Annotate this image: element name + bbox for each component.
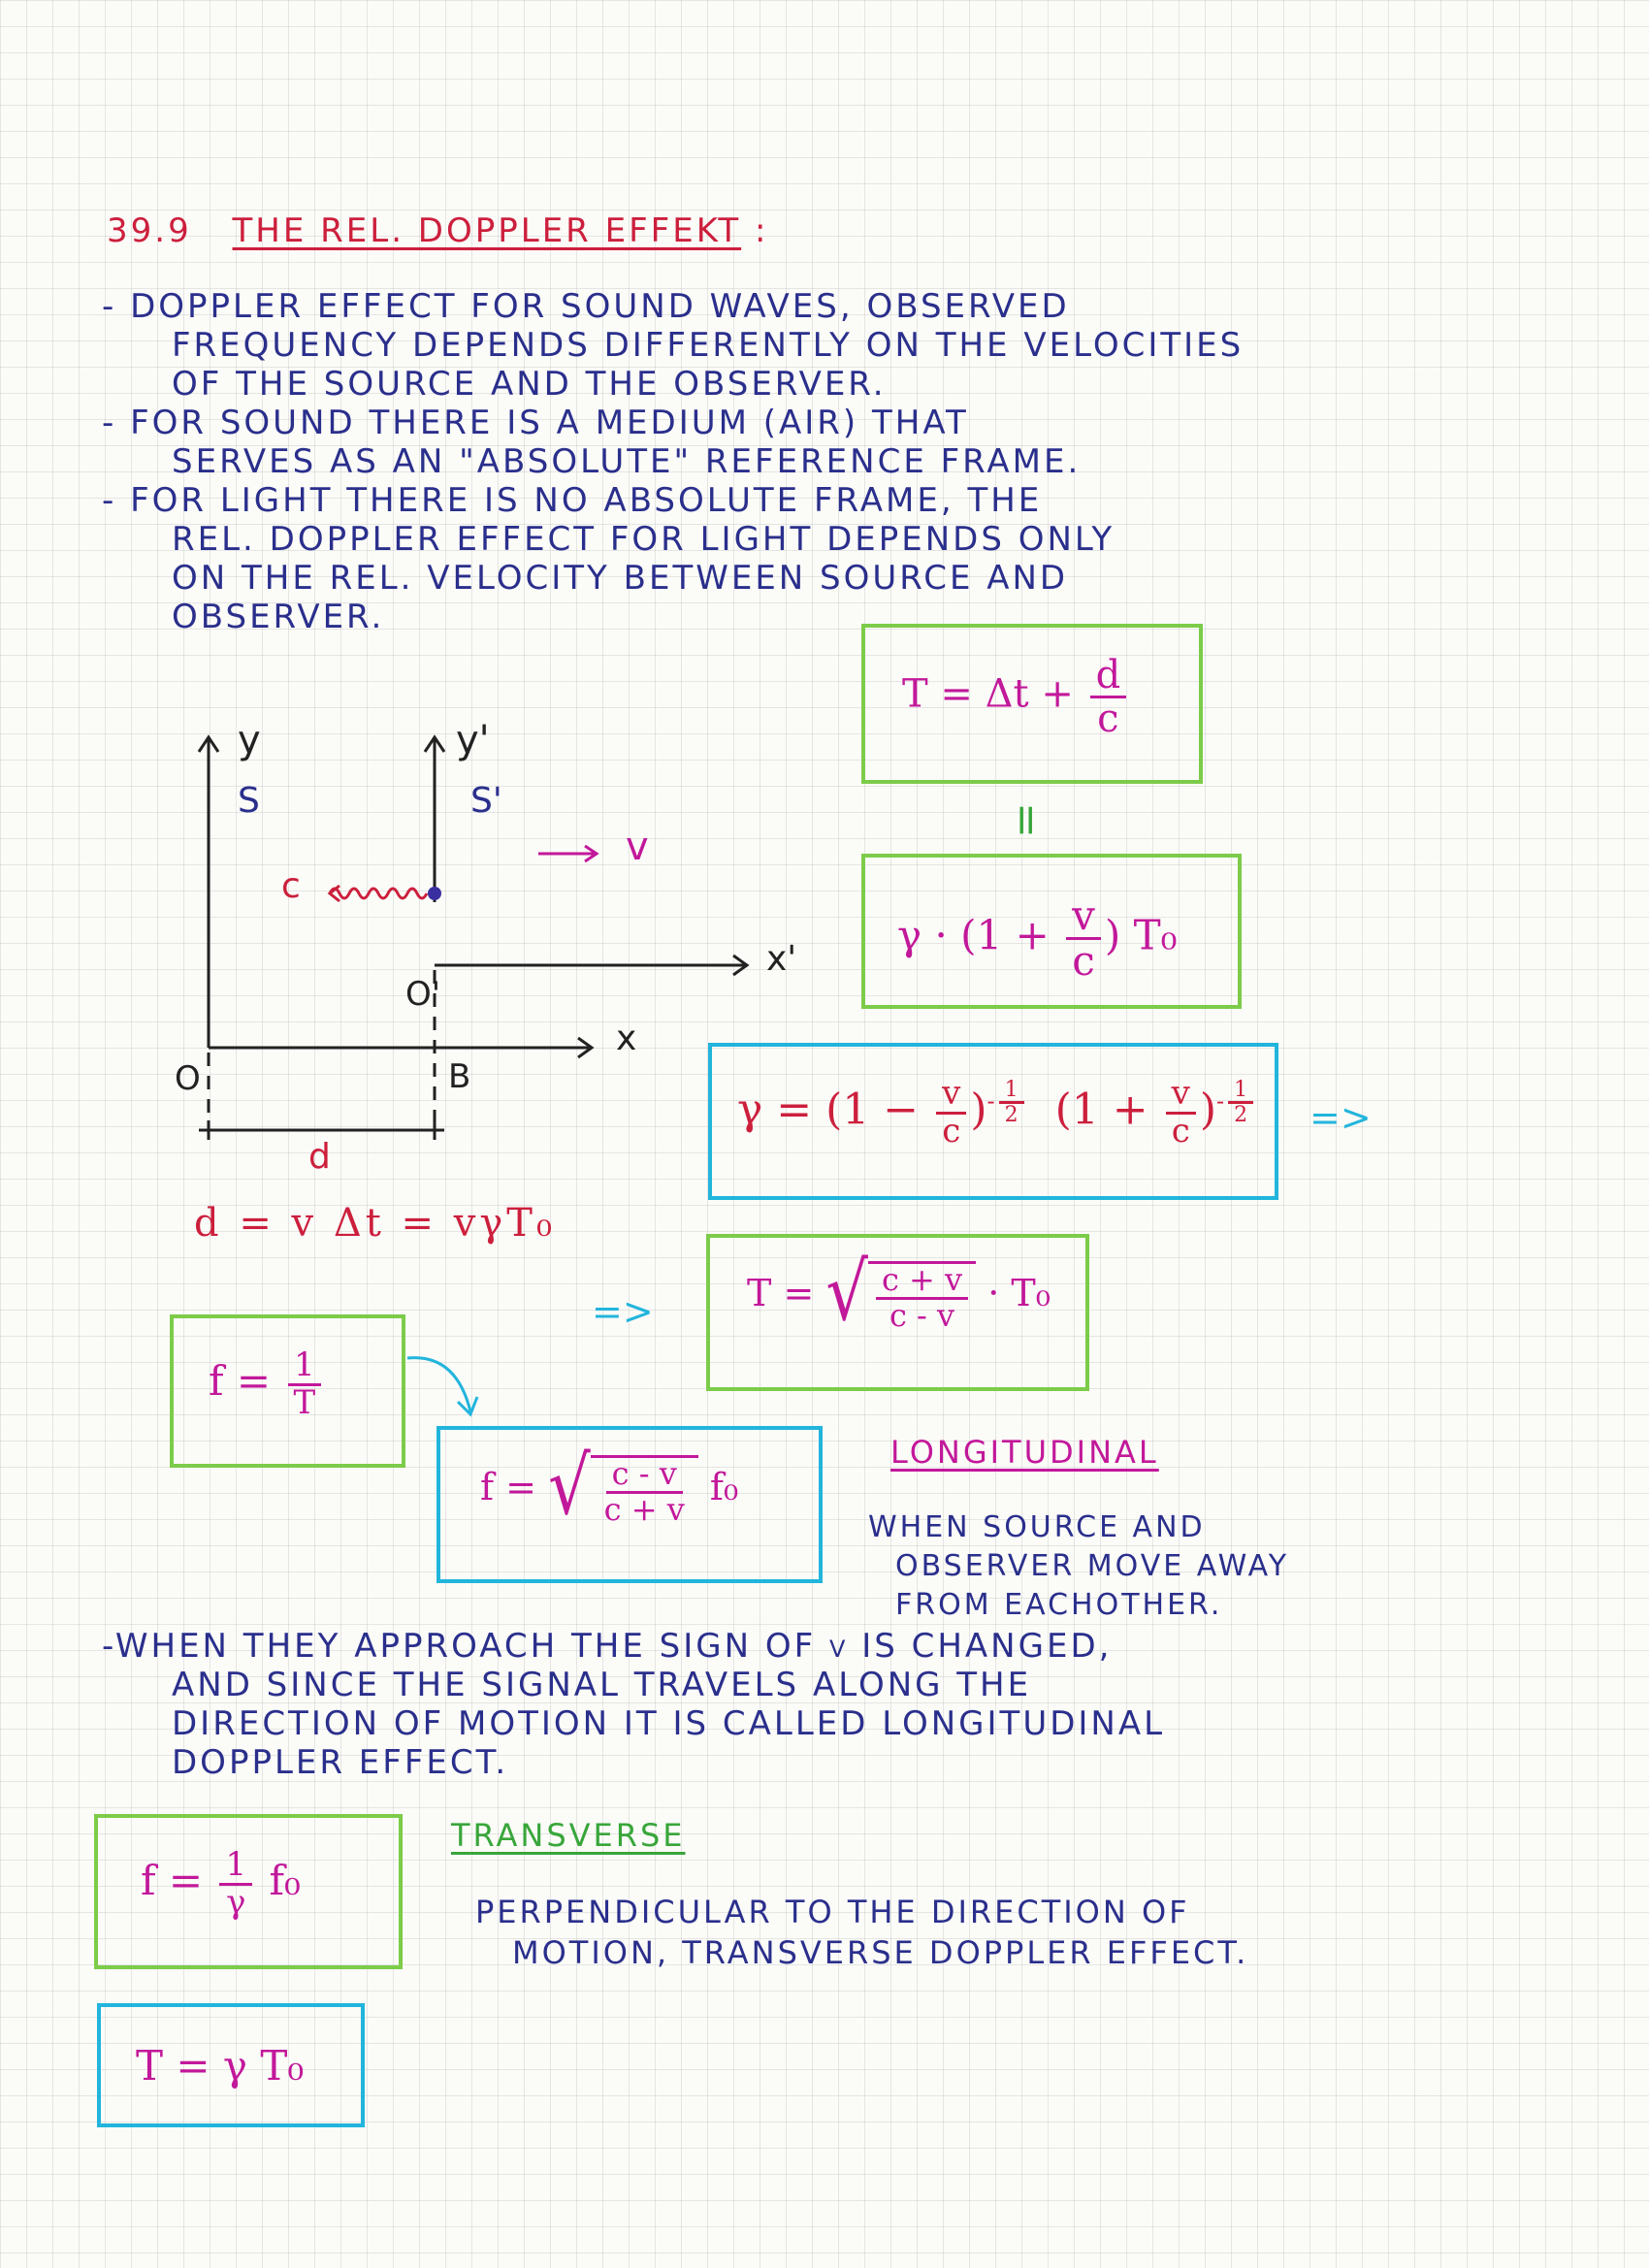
- implies-arrow-1: =>: [1310, 1096, 1372, 1139]
- x-prime-axis-arrow: [733, 956, 747, 975]
- freq-transverse-f0: f₀: [269, 1857, 301, 1905]
- y-prime-axis-label: y': [456, 718, 490, 762]
- period-sum-formula: T = Δt + $\frac{d}{c}$: [902, 655, 1130, 739]
- period-sum-num: d: [1090, 655, 1127, 698]
- period-result-num: c + v: [876, 1264, 968, 1300]
- section-title-colon: :: [754, 211, 769, 250]
- period-result-formula: T = √ $\frac{c + v}{c - v}$ · T₀: [747, 1247, 1051, 1340]
- y-axis-label: y: [238, 718, 261, 762]
- intro-line: FREQUENCY DEPENDS DIFFERENTLY ON THE VELOCITIES: [172, 326, 1245, 365]
- frame-s-label: S: [238, 781, 260, 821]
- approach-line: -WHEN THEY APPROACH THE SIGN OF v IS CHANGED,: [102, 1627, 1113, 1666]
- freq-def-num: 1: [288, 1348, 321, 1386]
- gamma-form-formula: γ · (1 + $\frac{v}{c}$ ) T₀: [897, 891, 1178, 986]
- velocity-label: v: [626, 825, 649, 869]
- period-result-den: c - v: [889, 1296, 955, 1334]
- transverse-line: PERPENDICULAR TO THE DIRECTION OF: [475, 1894, 1190, 1930]
- gamma-form-gamma: γ: [897, 911, 922, 959]
- intro-line: - FOR LIGHT THERE IS NO ABSOLUTE FRAME, THE: [102, 481, 1043, 520]
- source-point: [428, 887, 441, 900]
- approach-line: DOPPLER EFFECT.: [172, 1743, 509, 1782]
- light-label: c: [281, 866, 301, 906]
- gamma-form-num: v: [1066, 894, 1101, 940]
- approach-line: DIRECTION OF MOTION IT IS CALLED LONGITUDINAL: [172, 1704, 1166, 1743]
- period-result-t0: T₀: [1011, 1272, 1051, 1315]
- o-prime-label: O': [405, 975, 441, 1014]
- gamma-def-exp-den: 2: [1004, 1103, 1018, 1128]
- section-title: THE REL. DOPPLER EFFEKT: [232, 211, 742, 250]
- gamma-def-num-2: v: [1166, 1077, 1196, 1115]
- transverse-text: [475, 1892, 1248, 1973]
- intro-line: OBSERVER.: [172, 598, 385, 636]
- distance-equation: d = v Δt = vγT₀: [194, 1201, 556, 1246]
- period-sum-dt: Δt: [985, 671, 1029, 717]
- gamma-def-den-2: c: [1171, 1111, 1190, 1150]
- velocity-arrow-head: [585, 846, 597, 861]
- freq-def-den: T: [293, 1382, 316, 1422]
- frame-s-prime-label: S': [470, 781, 502, 821]
- gamma-def-exp-sign: -: [986, 1087, 995, 1116]
- intro-line: - DOPPLER EFFECT FOR SOUND WAVES, OBSERVED: [102, 287, 1070, 326]
- freq-transverse-lhs: f: [141, 1857, 156, 1905]
- transverse-heading: TRANSVERSE: [451, 1817, 686, 1854]
- gamma-def-exp-num-2: 1: [1228, 1079, 1253, 1104]
- period-transverse-formula: T = γ T₀: [136, 2042, 305, 2090]
- gamma-def-gamma: γ: [737, 1085, 763, 1135]
- approach-line: AND SINCE THE SIGNAL TRAVELS ALONG THE: [172, 1666, 1032, 1704]
- x-axis-label: x: [616, 1019, 637, 1058]
- freq-result-den: c + v: [603, 1490, 685, 1528]
- period-result-lhs: T: [747, 1272, 772, 1315]
- intro-line: OF THE SOURCE AND THE OBSERVER.: [172, 365, 887, 404]
- y-prime-axis-arrow: [425, 737, 444, 752]
- longitudinal-line: OBSERVER MOVE AWAY: [895, 1549, 1290, 1583]
- section-header: [107, 211, 768, 250]
- intro-line: SERVES AS AN "ABSOLUTE" REFERENCE FRAME.: [172, 442, 1082, 481]
- intro-line: REL. DOPPLER EFFECT FOR LIGHT DEPENDS ONLY: [172, 520, 1116, 559]
- gamma-def-den: c: [942, 1111, 961, 1150]
- longitudinal-line: WHEN SOURCE AND: [868, 1510, 1206, 1544]
- freq-result-lhs: f: [480, 1466, 495, 1509]
- light-signal-wave: [330, 889, 427, 898]
- gamma-def-exp-num: 1: [999, 1079, 1024, 1104]
- period-sum-lhs: T: [902, 671, 928, 717]
- gamma-form-t0: T₀: [1133, 911, 1178, 959]
- intro-line: - FOR SOUND THERE IS A MEDIUM (AIR) THAT: [102, 404, 969, 442]
- equals-sign: =: [1001, 802, 1051, 838]
- freq-result-formula: f = √ $\frac{c - v}{c + v}$ f₀: [480, 1441, 739, 1534]
- freq-transverse-formula: f = $\frac{1}{\gamma}$ f₀: [141, 1845, 301, 1922]
- curved-arrow: [407, 1358, 470, 1411]
- gamma-def-exp-den-2: 2: [1234, 1103, 1248, 1128]
- intro-paragraph: [102, 287, 1244, 636]
- freq-def-lhs: f: [209, 1357, 224, 1406]
- freq-transverse-den: γ: [226, 1882, 246, 1922]
- gamma-form-den: c: [1072, 937, 1095, 986]
- longitudinal-line: FROM EACHOTHER.: [895, 1588, 1223, 1622]
- transverse-line: MOTION, TRANSVERSE DOPPLER EFFECT.: [512, 1934, 1249, 1971]
- curved-arrow-head: [458, 1397, 477, 1414]
- b-label: B: [448, 1057, 471, 1096]
- light-signal-arrowhead: [330, 886, 340, 901]
- o-label: O: [175, 1059, 201, 1098]
- approach-paragraph: [102, 1627, 1165, 1782]
- freq-def-formula: f = $\frac{1}{T}$: [209, 1348, 325, 1420]
- gamma-def-formula: γ = (1 − $\frac{v}{c}$ )$^{- \frac{1}{2}}$ (1 + $\frac{v}{c}$ )$^{- \frac{1}{2}}$: [737, 1077, 1257, 1149]
- implies-arrow-2: =>: [592, 1290, 654, 1333]
- section-number: 39.9: [107, 211, 192, 250]
- x-axis-arrow: [578, 1038, 592, 1057]
- gamma-def-num: v: [936, 1077, 966, 1115]
- distance-label: d: [308, 1137, 331, 1177]
- freq-transverse-num: 1: [219, 1848, 252, 1886]
- longitudinal-heading: LONGITUDINAL: [890, 1434, 1159, 1471]
- freq-result-num: c - v: [606, 1458, 683, 1494]
- intro-line: ON THE REL. VELOCITY BETWEEN SOURCE AND: [172, 559, 1069, 598]
- period-sum-den: c: [1097, 697, 1119, 741]
- gamma-def-exp-sign-2: -: [1216, 1087, 1225, 1116]
- freq-result-f0: f₀: [709, 1466, 739, 1509]
- longitudinal-text: [868, 1508, 1289, 1625]
- y-axis-arrow: [199, 737, 218, 752]
- x-prime-axis-label: x': [766, 939, 797, 979]
